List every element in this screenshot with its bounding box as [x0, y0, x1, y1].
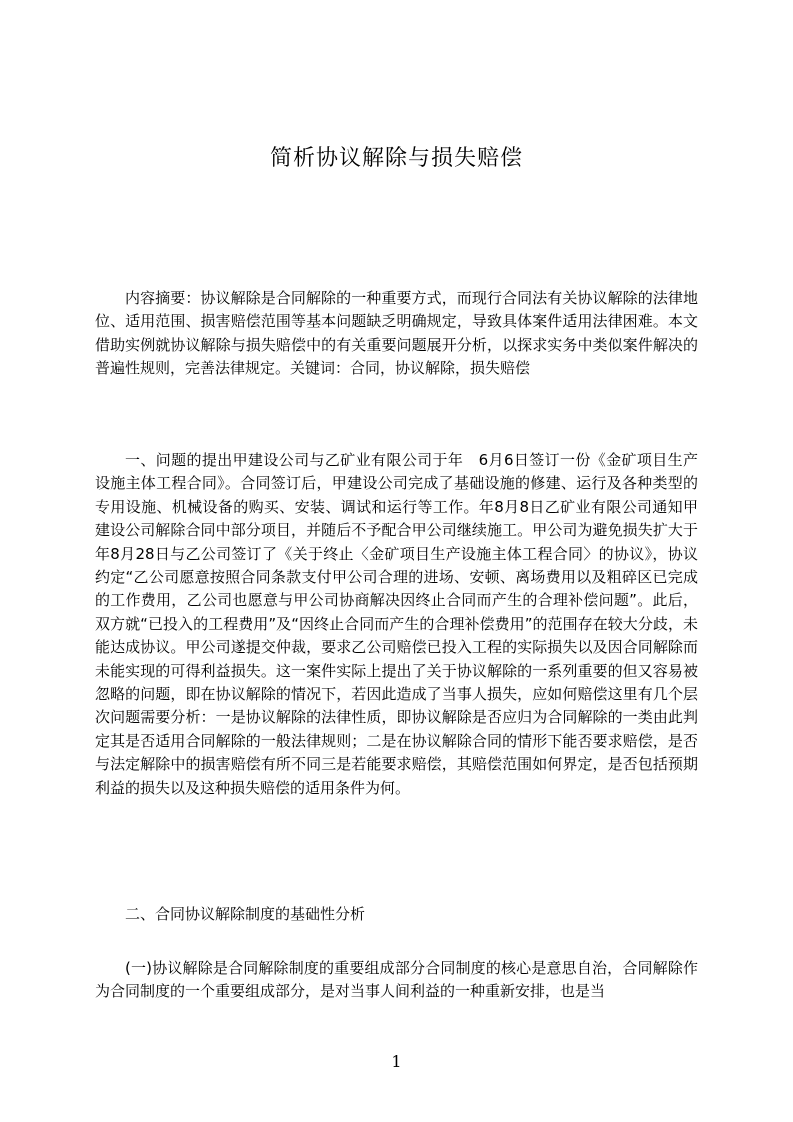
document-title: 简析协议解除与损失赔偿 — [269, 146, 523, 171]
section-1-paragraph: 一、问题的提出甲建设公司与乙矿业有限公司于年 6月6日签订一份《金矿项目生产设施主体工程合同》。合同签订后，甲建设公司完成了基础设施的修建、运行及各种类型的专用设施、机械设备的购买、安装、调试和运行等工作。年8月8日乙矿业有限公司通知甲建设公司解除合同中部分项目，并随后不予配合甲公司继续施工。甲公司为避免损失扩大于年8月28日与乙公司签订了《关于终止〈金矿项目生产设施主体工程合同〉的协议》，协议约定“乙公司愿意按照合同条款支付甲公司合理的进场、安顿、离场费用以及粗碎区已完成的工作费用，乙公司也愿意与甲公司协商解决因终止合同而产生的合理补偿问题”。此后，双方就“已投入的工程费用”及“因终止合同而产生的合理补偿费用”的范围存在较大分歧，未能达成协议。甲公司遂提交仲裁，要求乙公司赔偿已投入工程的实际损失以及因合同解除而未能实现的可得利益损失。这一案件实际上提出了关于协议解除的一系列重要的但又容易被忽略的问题，即在协议解除的情况下，若因此造成了当事人损失，应如何赔偿这里有几个层次问题需要分析：一是协议解除的法律性质，即协议解除是否应归为合同解除的一类由此判定其是否适用合同解除的一般法律规则；二是在协议解除合同的情形下能否要求赔偿，是否与法定解除中的损害赔偿有所不同三是若能要求赔偿，其赔偿范围如何界定，是否包括预期利益的损失以及这种损失赔偿的适用条件为何。 — [95, 451, 698, 797]
abstract-paragraph: 内容摘要：协议解除是合同解除的一种重要方式，而现行合同法有关协议解除的法律地位、适用范围、损害赔偿范围等基本问题缺乏明确规定，导致具体案件适用法律困难。本文借助实例就协议解除与损失赔偿中的有关重要问题展开分析，以探求实务中类似案件解决的普遍性规则，完善法律规定。关键词：合同，协议解除，损失赔偿 — [95, 289, 698, 378]
section-2-heading: 二、合同协议解除制度的基础性分析 — [125, 905, 366, 923]
section-2-paragraph-1: (一)协议解除是合同解除制度的重要组成部分合同制度的核心是意思自治，合同解除作为合同制度的一个重要组成部分，是对当事人间利益的一种重新安排，也是当 — [95, 959, 698, 1001]
page-number: 1 — [391, 1052, 402, 1071]
